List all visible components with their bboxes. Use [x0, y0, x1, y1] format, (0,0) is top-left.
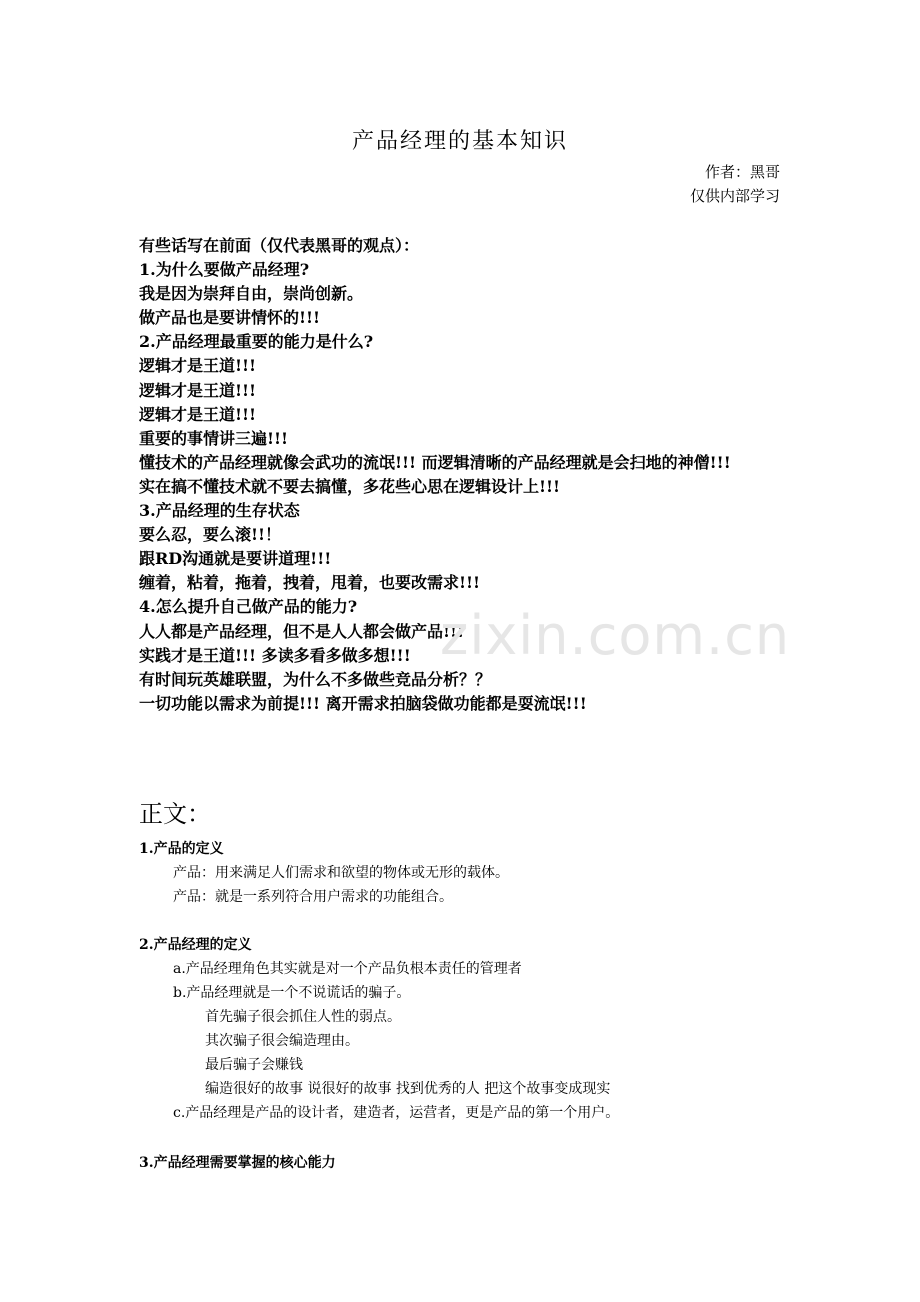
main-heading: 正文：: [139, 800, 211, 828]
section-line: 编造很好的故事 说很好的故事 找到优秀的人 把这个故事变成现实: [205, 1081, 611, 1097]
section-line: b.产品经理就是一个不说谎话的骗子。: [173, 985, 411, 1001]
section-line: 其次骗子很会编造理由。: [205, 1033, 359, 1049]
author-line: 作者：黑哥: [704, 163, 780, 181]
preface-line: 我是因为崇拜自由，崇尚创新。: [139, 284, 364, 304]
preface-line: 4.怎么提升自己做产品的能力?: [139, 597, 358, 617]
section-line: 产品：用来满足人们需求和欲望的物体或无形的载体。: [173, 865, 509, 881]
internal-use-note: 仅供内部学习: [689, 187, 780, 205]
preface-line: 逻辑才是王道!!!: [139, 404, 257, 424]
preface-line: 重要的事情讲三遍!!!: [139, 428, 289, 448]
section-line: a.产品经理角色其实就是对一个产品负根本责任的管理者: [173, 961, 522, 977]
section-line: 产品：就是一系列符合用户需求的功能组合。: [173, 889, 453, 905]
section-line: c.产品经理是产品的设计者，建造者，运营者，更是产品的第一个用户。: [173, 1105, 620, 1121]
preface-line: 跟RD沟通就是要讲道理!!!: [139, 549, 332, 569]
section-title: 2.产品经理的定义: [139, 937, 252, 953]
section-line: 首先骗子很会抓住人性的弱点。: [205, 1009, 401, 1025]
preface-line: 3.产品经理的生存状态: [139, 501, 300, 521]
section-title: 1.产品的定义: [139, 841, 224, 857]
preface-line: 一切功能以需求为前提!!! 离开需求拍脑袋做功能都是耍流氓!!!: [139, 693, 587, 713]
section-line: 最后骗子会赚钱: [205, 1057, 303, 1073]
preface-line: 人人都是产品经理，但不是人人都会做产品!!!: [139, 621, 465, 641]
preface-line: 有些话写在前面（仅代表黑哥的观点）：: [139, 236, 420, 255]
preface-line: 逻辑才是王道!!!: [139, 380, 257, 400]
preface-line: 实践才是王道!!! 多读多看多做多想!!!: [139, 645, 411, 665]
preface-line: 2.产品经理最重要的能力是什么?: [139, 332, 374, 352]
preface-line: 做产品也是要讲情怀的!!!: [139, 308, 321, 328]
preface-line: 实在搞不懂技术就不要去搞懂，多花些心思在逻辑设计上!!!: [139, 476, 561, 496]
preface-line: 要么忍，要么滚!!！: [139, 525, 282, 545]
preface-line: 有时间玩英雄联盟，为什么不多做些竞品分析？？: [139, 669, 492, 689]
watermark: zixin.com.cn: [440, 604, 791, 667]
document-title: 产品经理的基本知识: [351, 129, 568, 154]
section-title: 3.产品经理需要掌握的核心能力: [139, 1155, 336, 1171]
preface-block: [139, 234, 789, 716]
preface-line: 1.为什么要做产品经理?: [139, 260, 310, 280]
preface-line: 缠着，粘着，拖着，拽着，甩着，也要改需求!!!: [139, 573, 481, 593]
preface-line: 懂技术的产品经理就像会武功的流氓!!! 而逻辑清晰的产品经理就是会扫地的神僧!!!: [139, 452, 731, 472]
preface-line: 逻辑才是王道!!!: [139, 356, 257, 376]
